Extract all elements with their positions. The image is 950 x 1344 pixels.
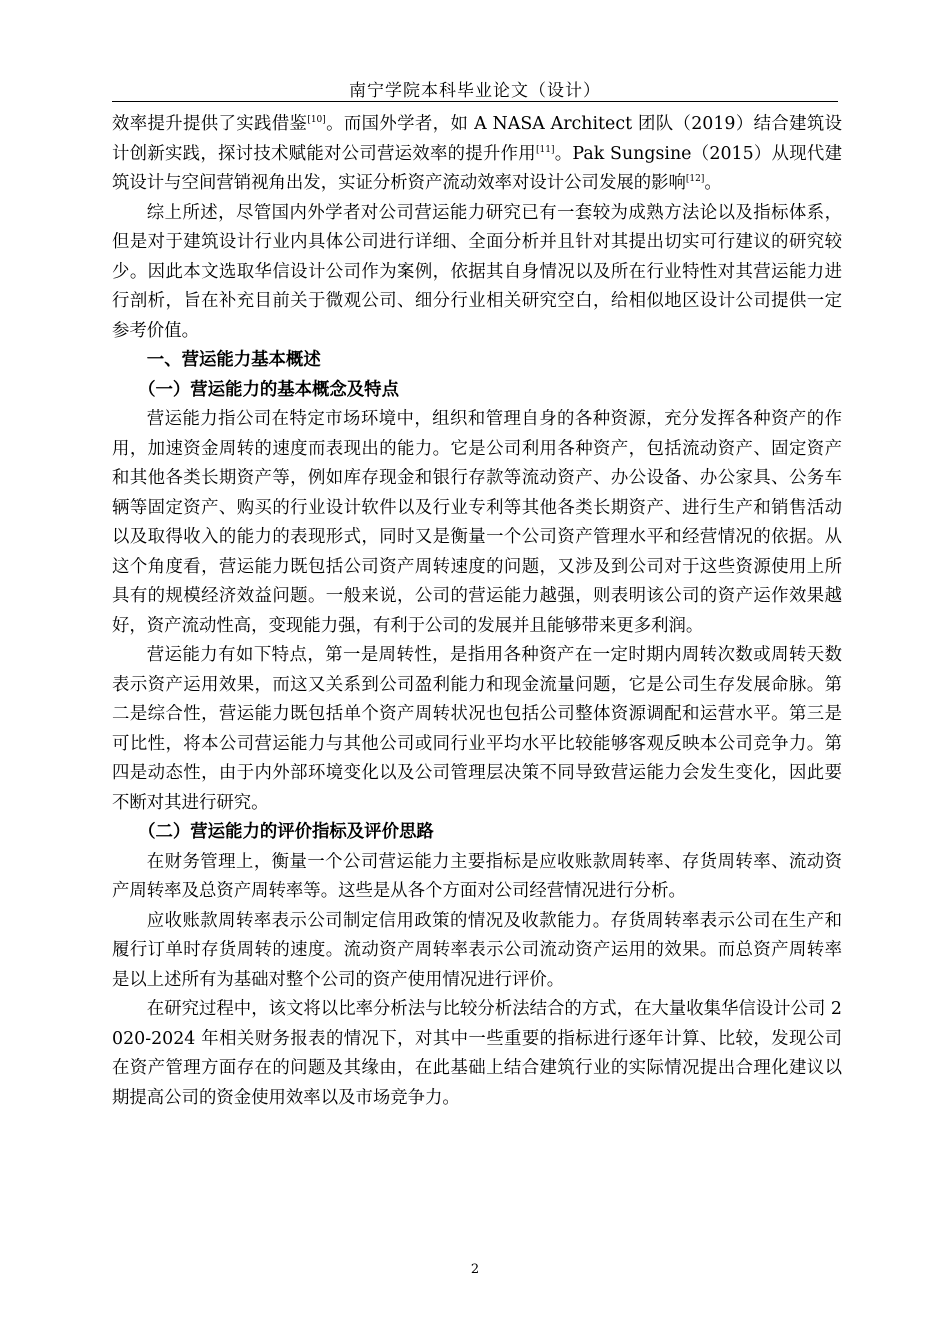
paragraph-summary: 综上所述，尽管国内外学者对公司营运能力研究已有一套较为成熟方法论以及指标体系，但是对于建筑设计行业内具体公司进行详细、全面分析并且针对其提出切实可行建议的研究较少。因此本文选取华信设计公司作为案例，依据其自身情况以及所在行业特性对其营运能力进行剖析，旨在补充目前关于微观公司、细分行业相关研究空白，给相似地区设计公司提供一定参考价值。 bbox=[112, 202, 842, 341]
running-header: 南宁学院本科毕业论文（设计） bbox=[349, 81, 601, 101]
citation-12: [12] bbox=[685, 174, 705, 185]
section-heading: 一、营运能力基本概述 bbox=[146, 350, 321, 370]
body-text bbox=[112, 110, 842, 1113]
citation-11: [11] bbox=[535, 144, 555, 155]
page-number: 2 bbox=[470, 1262, 480, 1277]
citation-10: [10] bbox=[307, 115, 326, 126]
paragraph-method: 在研究过程中，该文将以比率分析法与比较分析法结合的方式，在大量收集华信设计公司 2020-2024 年相关财务报表的情况下，对其中一些重要的指标进行逐年计算、比较，发现公司在资产管理方面存在的问题及其缘由，在此基础上结合建筑行业的实际情况提出合理化建议以期提高公司的资金使用效率以及市场竞争力。 bbox=[112, 999, 842, 1108]
paragraph-features: 营运能力有如下特点，第一是周转性，是指用各种资产在一定时期内周转次数或周转天数表示资产运用效果，而这又关系到公司盈利能力和现金流量问题，它是公司生存发展命脉。第二是综合性，营运能力既包括单个资产周转状况也包括公司整体资源调配和运营水平。第三是可比性，将本公司营运能力与其他公司或同行业平均水平比较能够客观反映本公司竞争力。第四是动态性，由于内外部环境变化以及公司管理层决策不同导致营运能力会发生变化，因此要不断对其进行研究。 bbox=[112, 645, 842, 813]
subsection-heading-1: （一）营运能力的基本概念及特点 bbox=[138, 379, 399, 400]
paragraph-continued bbox=[112, 110, 842, 199]
text-run: 。而国外学者，如 A NASA Architect 团队（2019）结合建筑设计创新实践，探讨技术赋能对公司营运效率的提升作用 bbox=[112, 114, 842, 164]
text-run: 效率提升提供了实践借鉴 bbox=[112, 114, 308, 134]
subsection-heading-2: （二）营运能力的评价指标及评价思路 bbox=[138, 822, 434, 842]
paragraph-concept: 营运能力指公司在特定市场环境中，组织和管理自身的各种资源，充分发挥各种资产的作用，加速资金周转的速度而表现出的能力。它是公司利用各种资产，包括流动资产、固定资产和其他各类长期资产等，例如库存现金和银行存款等流动资产、办公设备、办公家具、公务车辆等固定资产、购买的行业设计软件以及行业专利等其他各类长期资产、进行生产和销售活动以及取得收入的能力的表现形式，同时又是衡量一个公司资产管理水平和经营情况的依据。从这个角度看，营运能力既包括公司资产周转速度的问题，又涉及到公司对于这些资源使用上所具有的规模经济效益问题。一般来说，公司的营运能力越强，则表明该公司的资产运作效果越好，资产流动性高，变现能力强，有利于公司的发展并且能够带来更多利润。 bbox=[112, 409, 842, 636]
paragraph-ratios: 应收账款周转率表示公司制定信用政策的情况及收款能力。存货周转率表示公司在生产和履行订单时存货周转的速度。流动资产周转率表示公司流动资产运用的效果。而总资产周转率是以上述所有为基础对整个公司的资产使用情况进行评价。 bbox=[112, 910, 842, 990]
text-run: 。 bbox=[704, 173, 722, 193]
header-divider bbox=[112, 101, 838, 102]
paragraph-indicators: 在财务管理上，衡量一个公司营运能力主要指标是应收账款周转率、存货周转率、流动资产周转率及总资产周转率等。这些是从各个方面对公司经营情况进行分析。 bbox=[112, 851, 842, 901]
text-run: 。Pak Sungsine（2015）从现代建筑设计与空间营销视角出发，实证分析资产流动效率对设计公司发展的影响 bbox=[112, 143, 842, 193]
